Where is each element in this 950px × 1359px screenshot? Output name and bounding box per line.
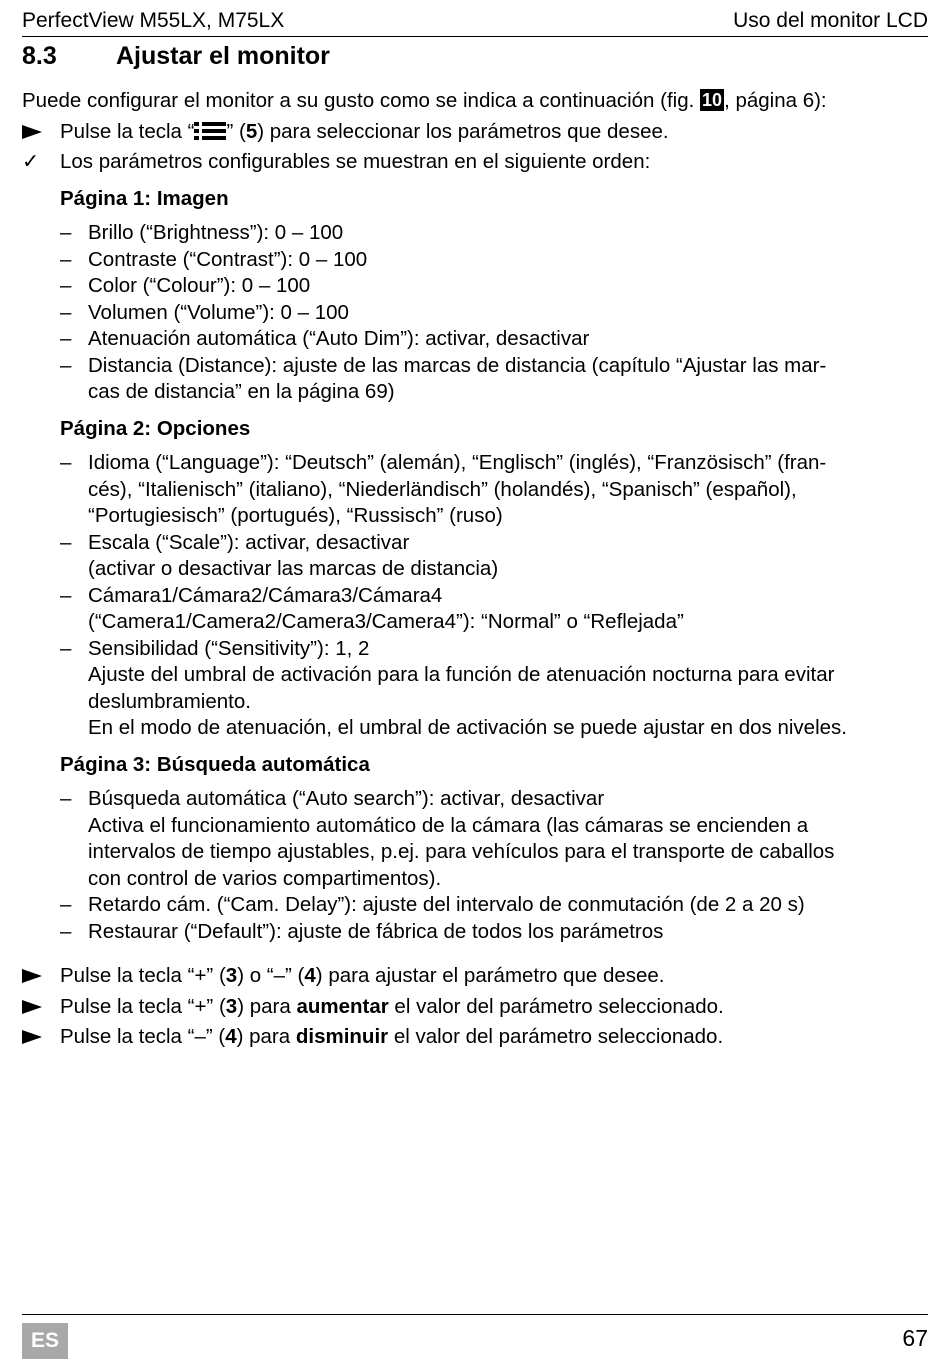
step-text: Pulse la tecla “ bbox=[60, 119, 195, 143]
menu-list-icon bbox=[194, 121, 226, 141]
arrow-icon bbox=[22, 1024, 52, 1052]
list-item-line: – Restaurar (“Default”): ajuste de fábrica de todos los parámetros bbox=[88, 919, 664, 943]
list-item-line: intervalos de tiempo ajustables, p.ej. para vehículos para el transporte de caballos bbox=[88, 840, 835, 863]
parameter-list bbox=[22, 786, 928, 945]
intro-text: Puede configurar el monitor a su gusto como se indica a continuación (fig. bbox=[22, 89, 695, 112]
list-item-line: – Idioma (“Language”): “Deutsch” (alemán), “Englisch” (inglés), “Französisch” (fran- bbox=[88, 451, 827, 474]
figure-reference: 10 bbox=[702, 90, 723, 110]
list-item bbox=[60, 247, 928, 274]
page-heading: Página 1: Imagen bbox=[60, 186, 229, 210]
intro-page-ref: , página 6): bbox=[724, 89, 827, 112]
step-text: ) o “–” ( bbox=[237, 964, 305, 987]
emphasis-text: 3 bbox=[225, 994, 238, 1018]
step-text: el valor del parámetro seleccionado. bbox=[388, 994, 724, 1018]
step-text: ” ( bbox=[226, 119, 246, 143]
list-item-line: con control de varios compartimentos). bbox=[88, 866, 442, 890]
step-text: ) para seleccionar los parámetros que desee. bbox=[257, 119, 669, 143]
list-item-line: En el modo de atenuación, el umbral de activación se puede ajustar en dos niveles. bbox=[88, 716, 847, 739]
list-item bbox=[60, 583, 928, 636]
list-item bbox=[60, 220, 928, 247]
result-text: Los parámetros configurables se muestran en el siguiente orden: bbox=[60, 150, 651, 173]
list-item-line: cas de distancia” en la página 69) bbox=[88, 380, 395, 403]
page-header bbox=[22, 6, 928, 37]
section-title: Ajustar el monitor bbox=[116, 42, 330, 70]
list-item-line: – Atenuación automática (“Auto Dim”): activar, desactivar bbox=[88, 327, 590, 350]
section-heading bbox=[22, 40, 330, 72]
arrow-icon bbox=[22, 119, 52, 147]
parameter-pages bbox=[22, 186, 928, 946]
emphasis-text: aumentar bbox=[296, 994, 389, 1018]
step-text: Pulse la tecla “+” ( bbox=[60, 964, 226, 987]
header-chapter: Uso del monitor LCD bbox=[733, 9, 928, 32]
list-item bbox=[60, 786, 928, 892]
header-product: PerfectView M55LX, M75LX bbox=[22, 9, 285, 32]
list-item bbox=[60, 353, 928, 406]
key-number: 5 bbox=[245, 119, 258, 143]
language-badge: ES bbox=[22, 1323, 68, 1359]
step-text: Pulse la tecla “–” ( bbox=[60, 1025, 226, 1048]
page-content bbox=[22, 88, 928, 1055]
list-item bbox=[60, 450, 928, 530]
list-item bbox=[60, 273, 928, 300]
list-item-line: “Portugiesisch” (portugués), “Russisch” (ruso) bbox=[88, 504, 503, 527]
list-item-line: – Brillo (“Brightness”): 0 – 100 bbox=[88, 221, 344, 244]
page-footer bbox=[22, 1314, 928, 1359]
list-item-line: – Cámara1/Cámara2/Cámara3/Cámara4 bbox=[88, 583, 443, 607]
list-item-line: – Búsqueda automática (“Auto search”): activar, desactivar bbox=[88, 787, 605, 810]
checkmark-icon: ✓ bbox=[22, 150, 40, 173]
arrow-icon bbox=[22, 994, 52, 1022]
page-number: 67 bbox=[902, 1325, 928, 1351]
list-item-line: (activar o desactivar las marcas de distancia) bbox=[88, 557, 499, 580]
instruction-step bbox=[22, 994, 928, 1021]
list-item-line: – Retardo cám. (“Cam. Delay”): ajuste del intervalo de conmutación (de 2 a 20 s) bbox=[88, 893, 805, 916]
page-heading: Página 2: Opciones bbox=[60, 416, 251, 440]
list-item bbox=[60, 919, 928, 946]
parameter-list bbox=[22, 450, 928, 742]
list-item-line: – Distancia (Distance): ajuste de las marcas de distancia (capítulo “Ajustar las mar- bbox=[88, 353, 827, 377]
list-item-line: – Sensibilidad (“Sensitivity”): 1, 2 bbox=[88, 636, 370, 660]
list-item bbox=[60, 636, 928, 742]
arrow-icon bbox=[22, 963, 52, 991]
emphasis-text: disminuir bbox=[295, 1025, 389, 1048]
step-text: ) para bbox=[237, 994, 297, 1018]
page-heading: Página 3: Búsqueda automática bbox=[60, 752, 370, 776]
intro-paragraph bbox=[22, 88, 928, 115]
step-text: el valor del parámetro seleccionado. bbox=[388, 1025, 724, 1048]
instruction-step bbox=[22, 1024, 928, 1051]
list-item bbox=[60, 326, 928, 353]
list-item bbox=[60, 300, 928, 327]
list-item-line: cés), “Italienisch” (italiano), “Niederländisch” (holandés), “Spanisch” (español), bbox=[88, 477, 797, 501]
emphasis-text: 4 bbox=[304, 964, 316, 987]
list-item-line: Ajuste del umbral de activación para la función de atenuación nocturna para evitar bbox=[88, 663, 835, 686]
emphasis-text: 3 bbox=[225, 964, 238, 987]
instruction-step bbox=[22, 963, 928, 990]
emphasis-text: 4 bbox=[225, 1025, 237, 1048]
instruction-step bbox=[22, 119, 928, 146]
list-item-line: – Color (“Colour”): 0 – 100 bbox=[88, 274, 311, 297]
adjust-steps bbox=[22, 963, 928, 1051]
section-number: 8.3 bbox=[22, 42, 57, 70]
list-item-line: deslumbramiento. bbox=[88, 689, 251, 713]
parameter-list bbox=[22, 220, 928, 406]
list-item bbox=[60, 530, 928, 583]
list-item-line: – Contraste (“Contrast”): 0 – 100 bbox=[88, 247, 368, 271]
list-item-line: – Escala (“Scale”): activar, desactivar bbox=[88, 530, 410, 554]
step-text: Pulse la tecla “+” ( bbox=[60, 994, 226, 1018]
step-text: ) para bbox=[236, 1025, 296, 1048]
list-item-line: – Volumen (“Volume”): 0 – 100 bbox=[88, 300, 349, 324]
list-item-line: Activa el funcionamiento automático de la cámara (las cámaras se encienden a bbox=[88, 813, 809, 837]
step-text: ) para ajustar el parámetro que desee. bbox=[315, 964, 665, 987]
list-item-line: (“Camera1/Camera2/Camera3/Camera4”): “Normal” o “Reflejada” bbox=[88, 610, 684, 633]
list-item bbox=[60, 892, 928, 919]
result-step bbox=[22, 149, 928, 176]
